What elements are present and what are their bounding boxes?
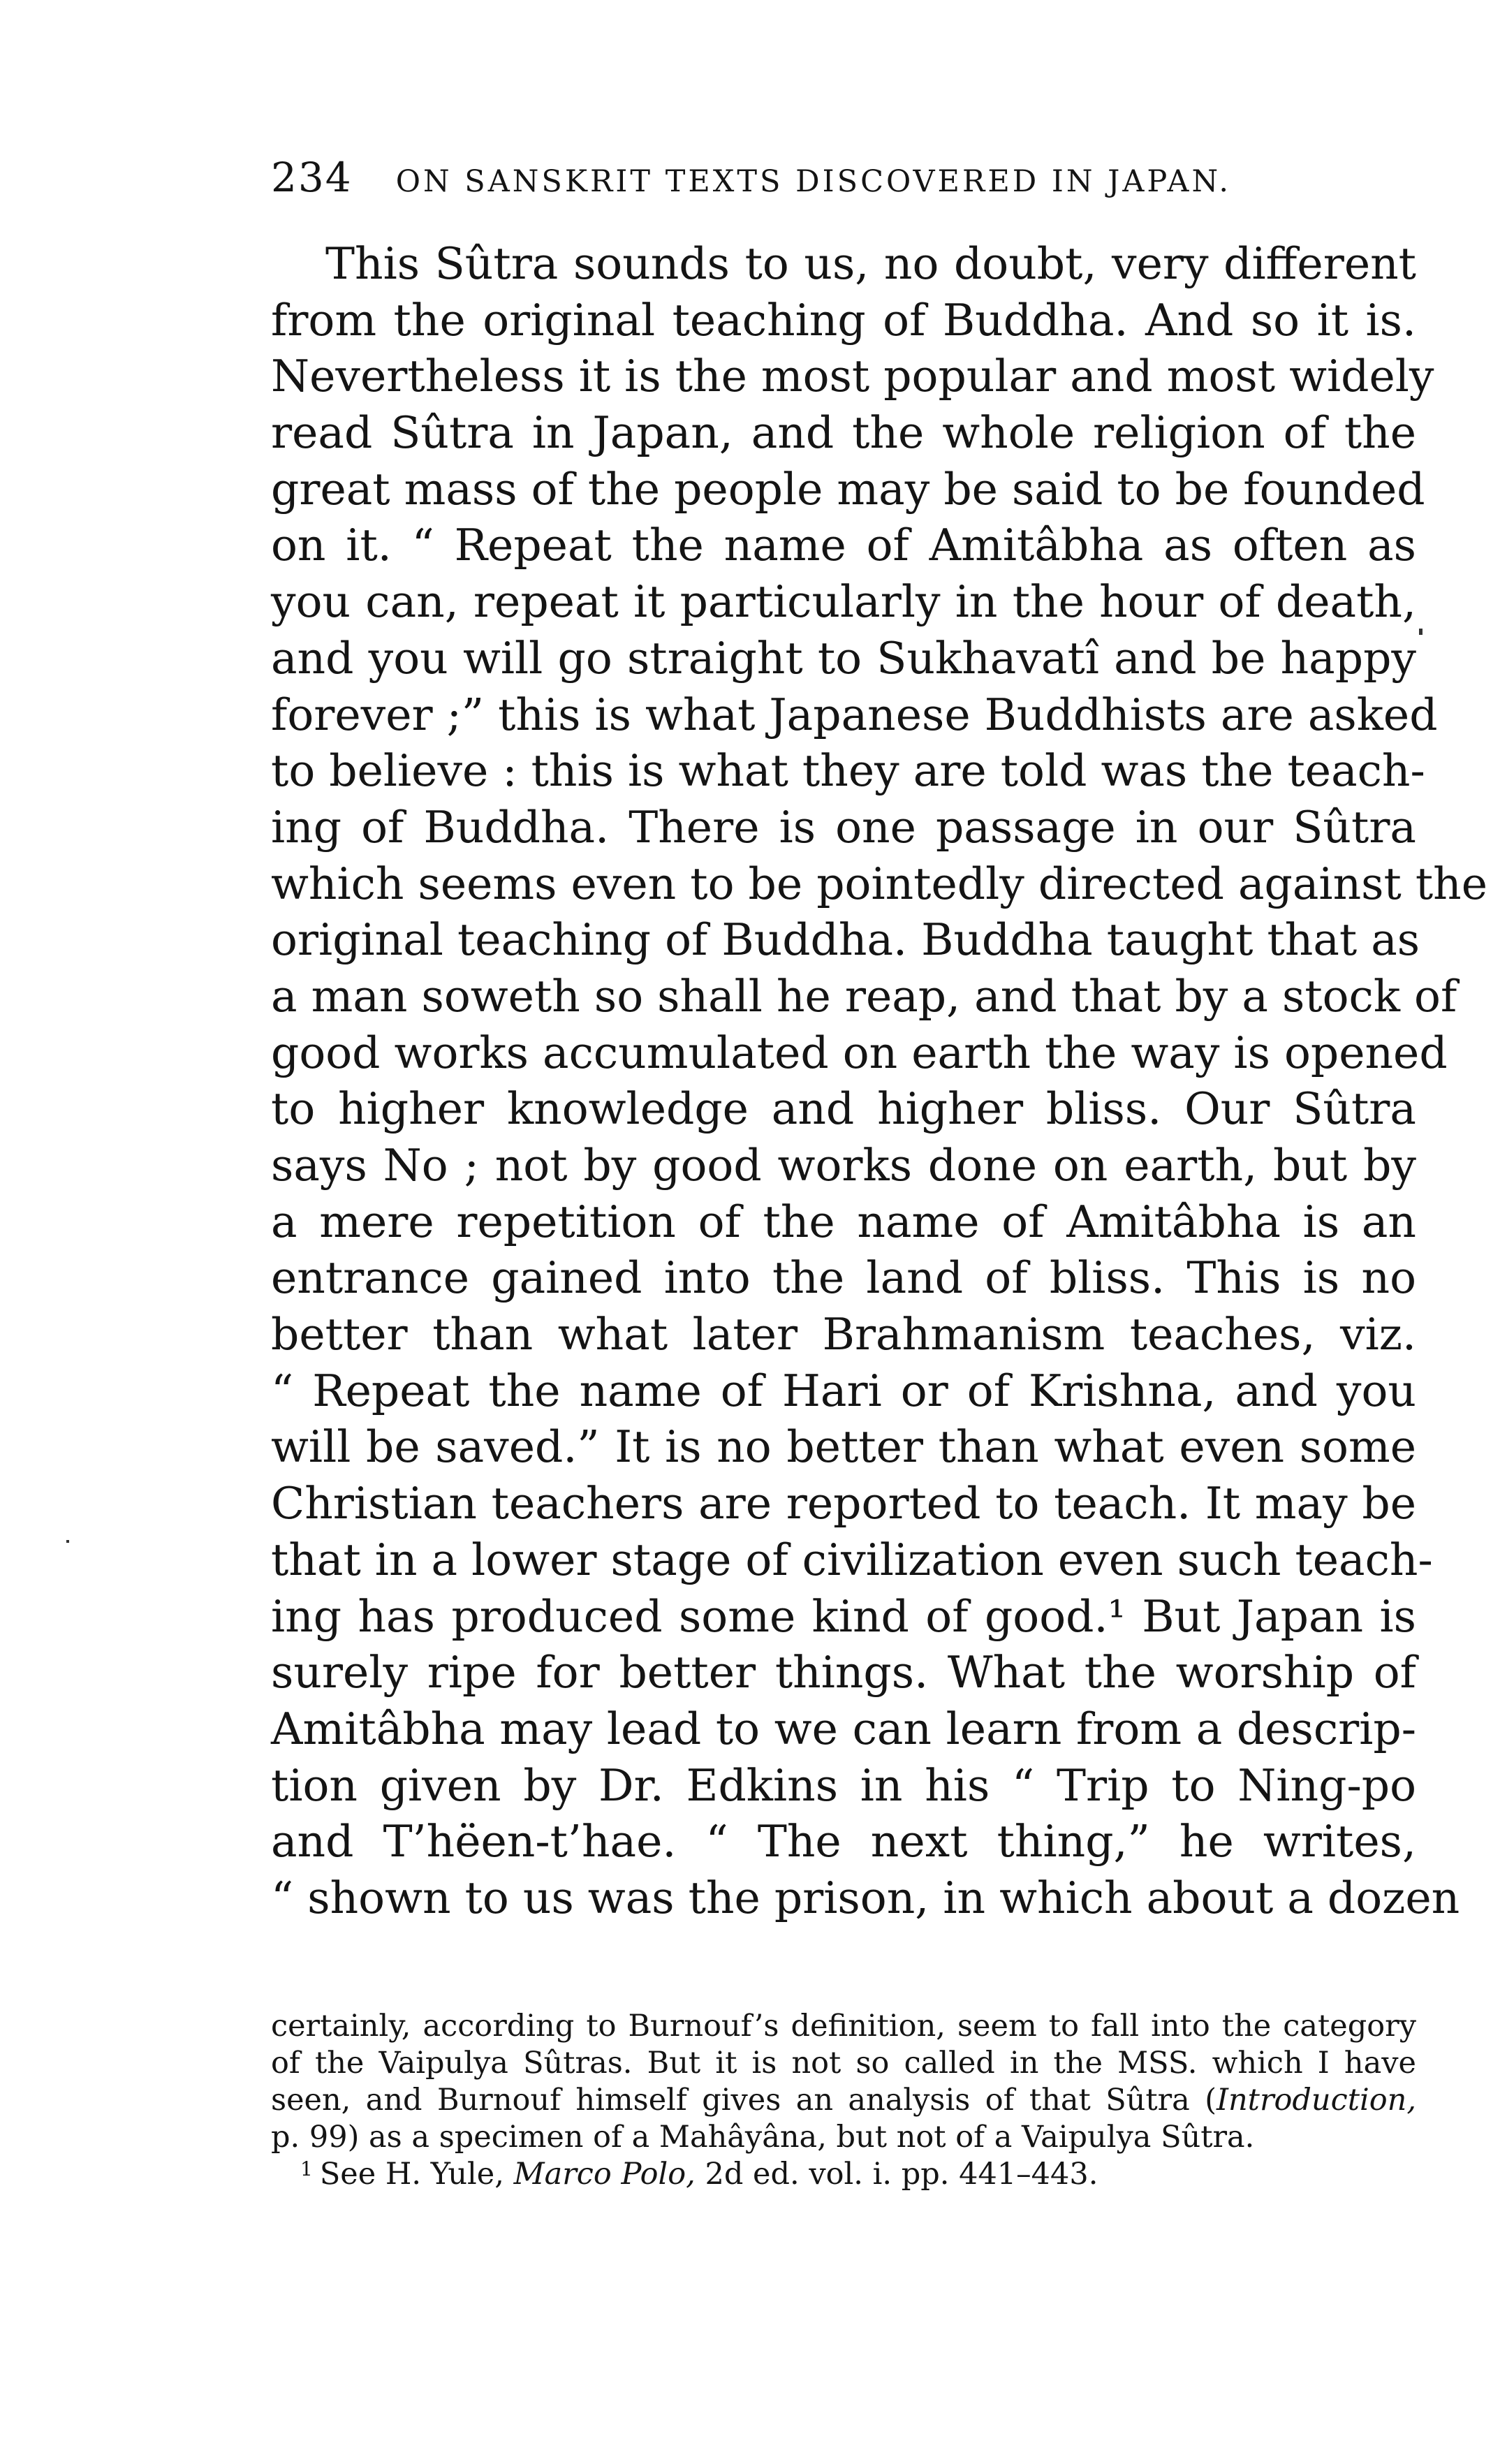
text-line: Amitâbha may lead to we can learn from a descrip-: [271, 1703, 1416, 1754]
footnote-1: [271, 2156, 1416, 2193]
footnote-italic-title: Marco Polo,: [513, 2157, 696, 2192]
text-line: great mass of the people may be said to be founded: [271, 463, 1425, 515]
text-line: on it. “ Repeat the name of Amitâbha as often as: [271, 520, 1416, 571]
text-line: and T’hëen-t’hae. “ The next thing,” he writes,: [271, 1816, 1416, 1868]
text-line: and you will go straight to Sukhavatî and be happy: [271, 632, 1416, 684]
text-line: says No ; not by good works done on earth, but by: [271, 1140, 1416, 1191]
text-line: to believe : this is what they are told was the teach-: [271, 745, 1425, 797]
footnote-text: seen, and Burnouf himself gives an analysis of that Sûtra (: [271, 2083, 1216, 2118]
footnotes: [271, 2008, 1416, 2193]
text-line: Nevertheless it is the most popular and most widely: [271, 351, 1434, 402]
text-line: to higher knowledge and higher bliss. Our Sûtra: [271, 1083, 1416, 1135]
text-line: a man soweth so shall he reap, and that by a stock of: [271, 970, 1457, 1022]
text-line: “ Repeat the name of Hari or of Krishna, and you: [271, 1365, 1416, 1416]
text-line: “ shown to us was the prison, in which about a dozen: [271, 1872, 1460, 1923]
text-line: a mere repetition of the name of Amitâbha is an: [271, 1196, 1416, 1247]
text-line: ing has produced some kind of good.¹ But Japan is: [271, 1590, 1416, 1642]
scan-speck: [66, 1540, 69, 1543]
footnote-line: [271, 2082, 1416, 2119]
footnote-text: 2d ed. vol. i. pp. 441–443.: [695, 2157, 1098, 2192]
text-line: read Sûtra in Japan, and the whole religion of the: [271, 407, 1416, 459]
footnote-marker: 1: [300, 2157, 313, 2180]
text-line: This Sûtra sounds to us, no doubt, very different: [325, 238, 1416, 289]
text-line: you can, repeat it particularly in the hour of death,: [271, 576, 1416, 628]
page-number: 234: [271, 154, 353, 201]
text-line: good works accumulated on earth the way is opened: [271, 1027, 1448, 1078]
text-line: entrance gained into the land of bliss. This is no: [271, 1252, 1416, 1304]
footnote-text: See H. Yule,: [319, 2157, 514, 2192]
text-line: from the original teaching of Buddha. And so it is.: [271, 294, 1416, 346]
text-line: ing of Buddha. There is one passage in our Sûtra: [271, 801, 1416, 853]
text-line: that in a lower stage of civilization even such teach-: [271, 1534, 1433, 1585]
scan-speck: [1419, 629, 1423, 635]
text-line: will be saved.” It is no better than what even some: [271, 1421, 1416, 1473]
text-line: Christian teachers are reported to teach. It may be: [271, 1478, 1416, 1530]
text-line: better than what later Brahmanism teaches, viz.: [271, 1309, 1416, 1361]
footnote-line: of the Vaipulya Sûtras. But it is not so called in the MSS. which I have: [271, 2046, 1416, 2081]
footnote-italic-title: Introduction,: [1216, 2083, 1416, 2118]
body-text: [271, 236, 1488, 1927]
text-line: which seems even to be pointedly directed against the: [271, 858, 1488, 909]
footnote-line: p. 99) as a specimen of a Mahâyâna, but not of a Vaipulya Sûtra.: [271, 2120, 1255, 2155]
text-line: tion given by Dr. Edkins in his “ Trip to Ning-po: [271, 1759, 1416, 1811]
running-title: ON SANSKRIT TEXTS DISCOVERED IN JAPAN.: [395, 164, 1232, 199]
page-header: [271, 154, 1416, 210]
text-line: forever ;” this is what Japanese Buddhists are asked: [271, 689, 1438, 740]
text-line: surely ripe for better things. What the worship of: [271, 1647, 1416, 1699]
footnote-line: certainly, according to Burnouf’s definition, seem to fall into the category: [271, 2009, 1416, 2044]
text-line: original teaching of Buddha. Buddha taught that as: [271, 914, 1420, 966]
